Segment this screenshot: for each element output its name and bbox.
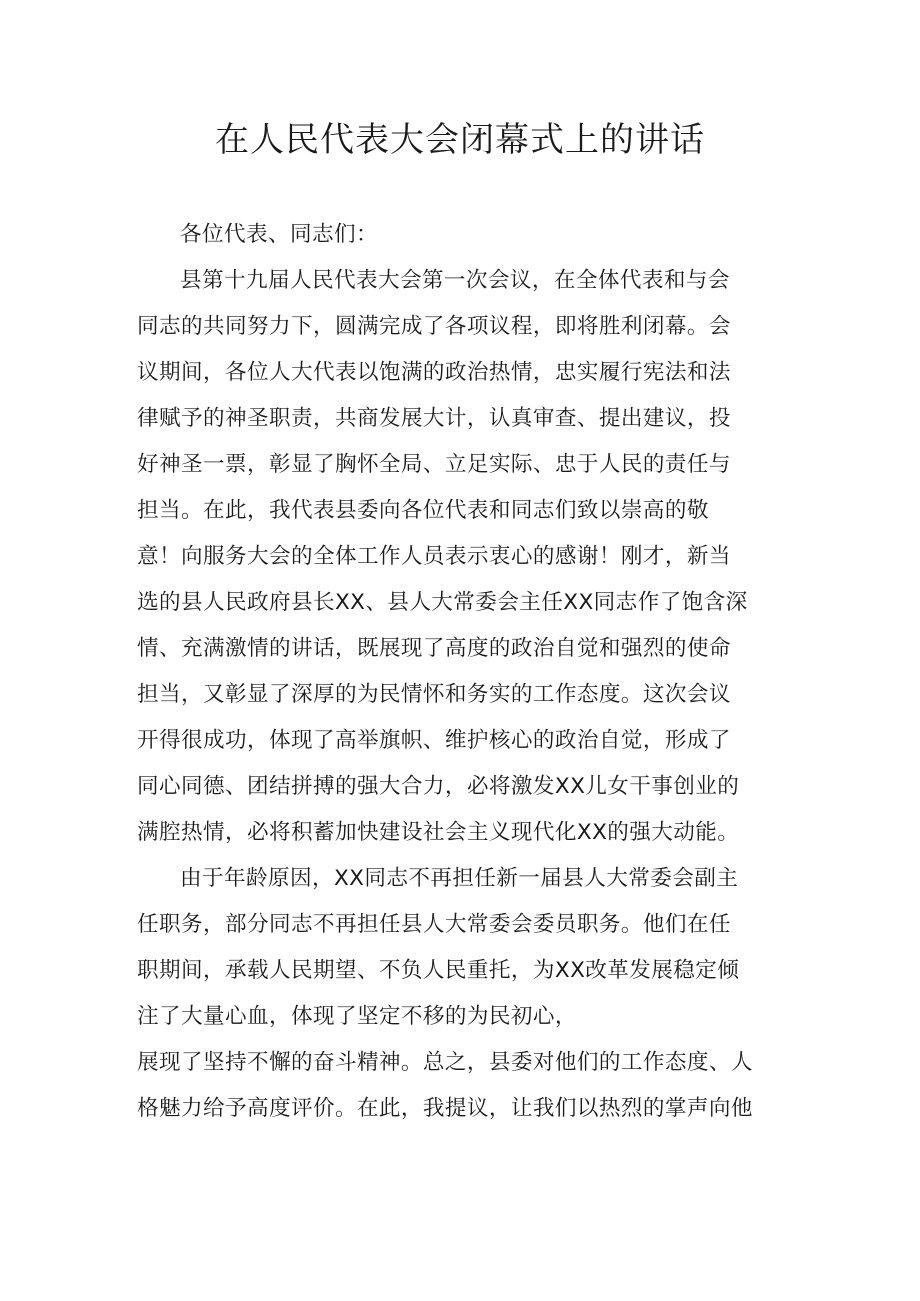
text-line: 意！向服务大会的全体工作人员表示衷心的感谢！刚才，新当 <box>137 544 731 569</box>
text-line: 担当。在此，我代表县委向各位代表和同志们致以崇高的敬 <box>137 498 709 523</box>
text-line: 律赋予的神圣职责，共商发展大计，认真审查、提出建议，投 <box>137 406 731 431</box>
text-line: 选的县人民政府县长XX、县人大常委会主任XX同志作了饱含深 <box>137 590 748 615</box>
text-line: 县第十九届人民代表大会第一次会议，在全体代表和与会 <box>180 268 730 293</box>
salutation-line: 各位代表、同志们： <box>180 222 378 247</box>
text-line: 职期间，承载人民期望、不负人民重托，为XX改革发展稳定倾 <box>137 958 740 983</box>
text-line: 担当，又彰显了深厚的为民情怀和务实的工作态度。这次会议 <box>137 682 731 707</box>
text-line: 开得很成功，体现了高举旗帜、维护核心的政治自觉，形成了 <box>137 728 731 753</box>
text-line: 由于年龄原因，XX同志不再担任新一届县人大常委会副主 <box>180 866 739 891</box>
text-line: 格魅力给予高度评价。在此，我提议，让我们以热烈的掌声向他 <box>137 1096 753 1121</box>
text-line: 好神圣一票，彰显了胸怀全局、立足实际、忠于人民的责任与 <box>137 452 731 477</box>
text-line: 同志的共同努力下，圆满完成了各项议程，即将胜利闭幕。会 <box>137 314 731 339</box>
text-line: 情、充满激情的讲话，既展现了高度的政治自觉和强烈的使命 <box>137 636 731 661</box>
text-line: 满腔热情，必将积蓄加快建设社会主义现代化XX的强大动能。 <box>137 820 740 845</box>
text-line: 议期间，各位人大代表以饱满的政治热情，忠实履行宪法和法 <box>137 360 731 385</box>
text-line: 展现了坚持不懈的奋斗精神。总之，县委对他们的工作态度、人 <box>137 1050 753 1075</box>
text-line: 任职务，部分同志不再担任县人大常委会委员职务。他们在任 <box>137 912 731 937</box>
text-line: 注了大量心血，体现了坚定不移的为民初心， <box>137 1004 577 1029</box>
text-line: 同心同德、团结拼搏的强大合力，必将激发XX儿女干事创业的 <box>137 774 740 799</box>
document-title: 在人民代表大会闭幕式上的讲话 <box>215 120 705 160</box>
